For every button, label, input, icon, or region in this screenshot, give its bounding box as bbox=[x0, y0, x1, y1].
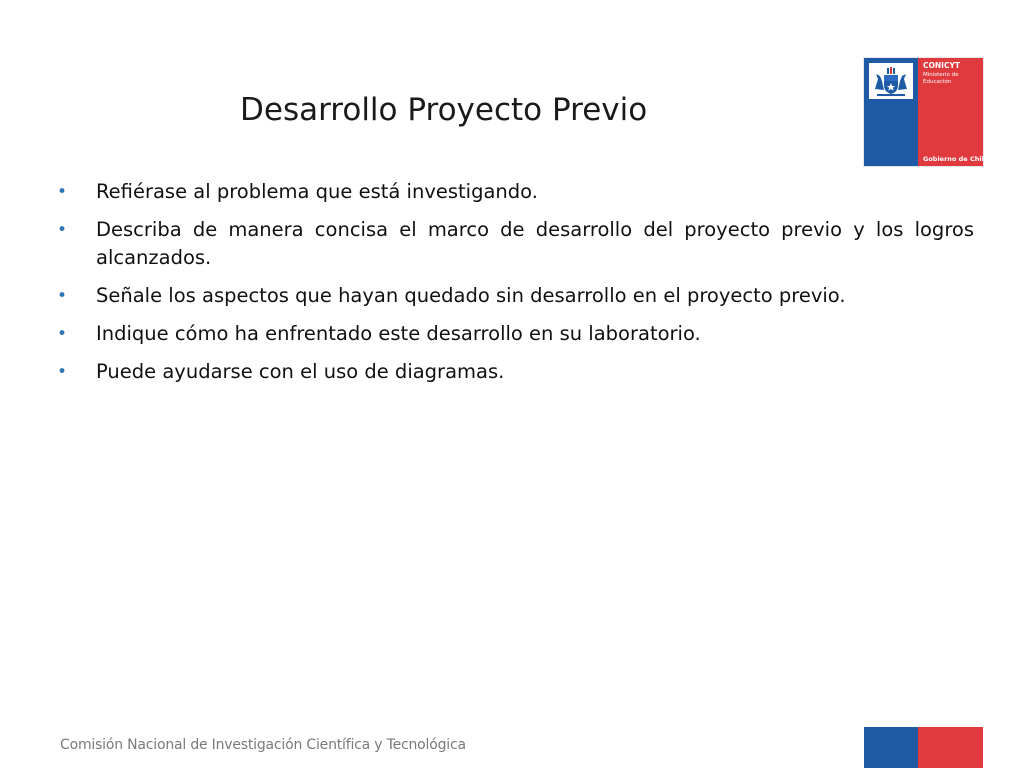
footer-flag bbox=[864, 727, 983, 768]
footer-text: Comisión Nacional de Investigación Científica y Tecnológica bbox=[60, 737, 466, 753]
bullet-text: Señale los aspectos que hayan quedado sin desarrollo en el proyecto previo. bbox=[96, 284, 846, 307]
conicyt-logo bbox=[864, 58, 989, 166]
logo-blue-panel bbox=[864, 58, 918, 166]
bullet-item bbox=[56, 178, 974, 206]
bullet-item bbox=[56, 282, 974, 310]
bullet-item bbox=[56, 358, 974, 386]
logo-gobierno-text: Gobierno de Chile bbox=[923, 155, 989, 163]
logo-red-panel bbox=[918, 58, 989, 166]
bullet-icon: • bbox=[56, 362, 68, 382]
bullet-icon: • bbox=[56, 182, 68, 202]
bullet-list bbox=[56, 178, 974, 396]
chile-coat-of-arms-graphic bbox=[869, 63, 913, 99]
bullet-icon: • bbox=[56, 324, 68, 344]
bullet-icon: • bbox=[56, 286, 68, 306]
bullet-text: Indique cómo ha enfrentado este desarrollo en su laboratorio. bbox=[96, 322, 701, 345]
bullet-text: Refiérase al problema que está investigando. bbox=[96, 180, 538, 203]
bullet-text: Describa de manera concisa el marco de desarrollo del proyecto previo y los logros alcanzados. bbox=[96, 218, 974, 269]
bullet-item bbox=[56, 216, 974, 272]
bullet-icon: • bbox=[56, 220, 68, 240]
bullet-text: Puede ayudarse con el uso de diagramas. bbox=[96, 360, 505, 383]
logo-conicyt-text: CONICYT bbox=[923, 61, 960, 70]
footer-flag-blue bbox=[864, 727, 918, 768]
bullet-item bbox=[56, 320, 974, 348]
chile-coat-of-arms-icon bbox=[869, 63, 913, 99]
footer-flag-red bbox=[918, 727, 983, 768]
logo-ministerio-text: Ministerio de bbox=[923, 72, 959, 78]
slide-title: Desarrollo Proyecto Previo bbox=[240, 92, 648, 128]
logo-educacion-text: Educación bbox=[923, 79, 952, 85]
